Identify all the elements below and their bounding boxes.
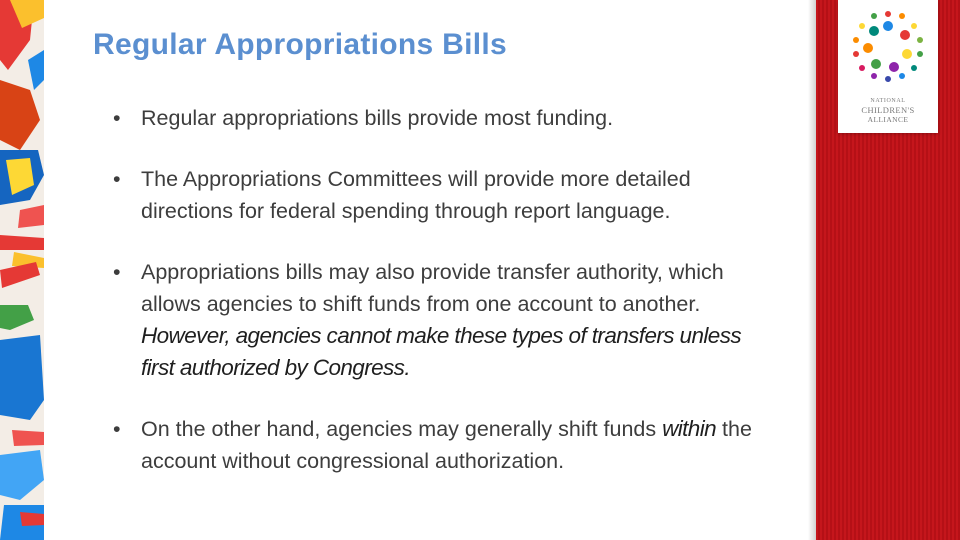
bullet-text: Appropriations bills may also provide transfer authority, which allows agencies to shift funds from one account to another. xyxy=(141,260,724,316)
bullet-emphasis: within xyxy=(662,416,717,441)
slide-title: Regular Appropriations Bills xyxy=(93,28,508,61)
logo-text xyxy=(838,97,938,124)
logo-card xyxy=(838,0,938,133)
bullet-dot: • xyxy=(113,260,121,284)
bullet-list xyxy=(113,102,773,477)
bullet-dot: • xyxy=(113,106,121,130)
bullet-item xyxy=(113,256,773,384)
bullet-text: the account without congressional authorization. xyxy=(141,417,752,473)
bullet-item xyxy=(113,413,773,477)
bullet-dot: • xyxy=(113,417,121,441)
slide-shadow xyxy=(808,0,816,540)
decorative-handprint-strip xyxy=(0,0,48,540)
bullet-item xyxy=(113,163,773,227)
bullet-emphasis: However, agencies cannot make these types of transfers unless first authorized by Congress. xyxy=(141,323,741,380)
bullet-item xyxy=(113,102,773,134)
bullet-text: The Appropriations Committees will provide more detailed directions for federal spending through report language. xyxy=(141,167,691,223)
bullet-dot: • xyxy=(113,167,121,191)
hand-prints-circle-icon xyxy=(838,0,938,96)
logo-line-1: NATIONAL xyxy=(870,98,906,104)
bullet-text: Regular appropriations bills provide most funding. xyxy=(141,106,614,130)
logo-line-3: ALLIANCE xyxy=(867,115,909,124)
logo-line-2: CHILDREN'S xyxy=(861,105,915,115)
handprints-art xyxy=(0,0,48,540)
bullet-text: On the other hand, agencies may generally shift funds xyxy=(141,417,657,441)
